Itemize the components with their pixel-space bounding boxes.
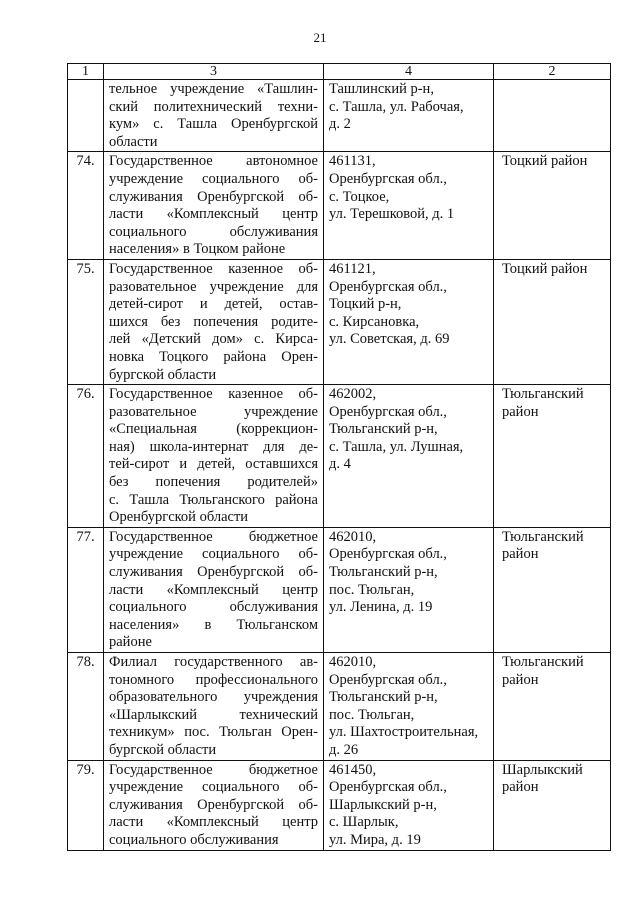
table-row xyxy=(68,385,611,528)
table-row xyxy=(68,760,611,850)
district-name-line: район xyxy=(502,546,539,563)
institution-address xyxy=(324,259,494,384)
institution-name-line: шихся без попечения родите- xyxy=(109,313,318,330)
institution-address-line: пос. Тюльган, xyxy=(329,706,415,723)
institution-address-line: пос. Тюльган, xyxy=(329,581,415,598)
district-name xyxy=(494,385,611,528)
district-name-line: Тюльганский xyxy=(502,386,584,403)
institution-address-line: с. Ташла, ул. Лушная, xyxy=(329,438,464,455)
institution-address-line: Тюльганский р-н, xyxy=(329,564,438,581)
institution-address-line: ул. Шахтостроительная, xyxy=(329,724,479,741)
institution-address-line: с. Тоцкое, xyxy=(329,188,390,205)
institution-name-line: кум» с. Ташла Оренбургской xyxy=(109,116,318,133)
district-name xyxy=(494,527,611,652)
institution-name-line: бургской области xyxy=(109,366,217,383)
institution-address xyxy=(324,527,494,652)
institution-name-line: учреждение социального об- xyxy=(109,779,318,796)
institution-name-line: ласти «Комплексный центр xyxy=(109,581,318,598)
institution-address-line: Тюльганский р-н, xyxy=(329,689,438,706)
institution-name-line: учреждение социального об- xyxy=(109,170,318,187)
institution-address-line: с. Ташла, ул. Рабочая, xyxy=(329,98,464,115)
row-number: 75. xyxy=(68,259,104,384)
institution-address-line: Оренбургская обл., xyxy=(329,546,447,563)
institution-name-line: тей-сирот и детей, оставшихся xyxy=(109,456,318,473)
header-cell-3: 3 xyxy=(104,64,324,80)
institution-address xyxy=(324,80,494,152)
institution-address-line: Оренбургская обл., xyxy=(329,671,447,688)
institution-address-line: 462002, xyxy=(329,386,377,403)
institution-name-line: ная) школа-интернат для де- xyxy=(109,438,318,455)
institution-name-line: Филиал государственного ав- xyxy=(109,654,318,670)
institution-name-line: ласти «Комплексный центр xyxy=(109,206,318,223)
institution-name xyxy=(104,527,324,652)
institution-address-line: 462010, xyxy=(329,654,377,670)
institution-name xyxy=(104,80,324,152)
institution-name-line: Государственное бюджетное xyxy=(109,528,318,545)
institution-name-line: разовательное учреждение для xyxy=(109,278,318,295)
table-row xyxy=(68,259,611,384)
institution-name-line: детей-сирот и детей, остав- xyxy=(109,296,318,313)
institution-name-line: образовательного учреждения xyxy=(109,689,318,706)
institution-address-line: 461131, xyxy=(329,153,376,170)
institution-address-line: 462010, xyxy=(329,528,377,545)
institution-name-line: без попечения родителей» xyxy=(109,474,318,491)
institution-name-line: населения» в Тюльганском xyxy=(109,616,318,633)
institution-address-line: Оренбургская обл., xyxy=(329,278,447,295)
row-number: 79. xyxy=(68,760,104,850)
institution-address-line: д. 4 xyxy=(329,456,351,473)
institution-name-line: населения» в Тоцком районе xyxy=(109,241,286,258)
institution-name-line: «Шарлыкский технический xyxy=(109,706,318,723)
institution-name xyxy=(104,152,324,260)
district-name-line: Тюльганский xyxy=(502,654,584,670)
institution-address-line: Оренбургская обл., xyxy=(329,403,447,420)
district-name xyxy=(494,653,611,761)
institution-name-line: Государственное автономное xyxy=(109,153,318,170)
district-name-line: Тоцкий район xyxy=(502,260,588,277)
institution-address xyxy=(324,385,494,528)
institution-address-line: д. 2 xyxy=(329,116,351,133)
institution-name xyxy=(104,385,324,528)
institution-name-line: учреждение социального об- xyxy=(109,546,318,563)
institution-name-line: с. Ташла Тюльганского района xyxy=(109,491,318,508)
row-number: 77. xyxy=(68,527,104,652)
row-number: 76. xyxy=(68,385,104,528)
institution-address xyxy=(324,152,494,260)
institution-address-line: ул. Терешковой, д. 1 xyxy=(329,206,455,223)
institution-name-line: Оренбургской области xyxy=(109,509,249,526)
district-name-line: район xyxy=(502,403,539,420)
table-row xyxy=(68,152,611,260)
institution-name-line: разовательное учреждение xyxy=(109,403,318,420)
institution-name-line: бургской области xyxy=(109,741,217,758)
institution-name-line: «Специальная (коррекцион- xyxy=(109,421,318,438)
district-name-line: Тюльганский xyxy=(502,528,584,545)
header-cell-1: 1 xyxy=(68,64,104,80)
header-cell-4: 4 xyxy=(324,64,494,80)
institution-name-line: тельное учреждение «Ташлин- xyxy=(109,81,318,97)
institution-address-line: Ташлинский р-н, xyxy=(329,81,434,97)
institution-name-line: социального обслуживания xyxy=(109,831,279,848)
institution-name-line: новка Тоцкого района Орен- xyxy=(109,348,318,365)
table-header-row xyxy=(68,64,611,80)
institution-name-line: лей «Детский дом» с. Кирса- xyxy=(109,331,318,348)
institution-name xyxy=(104,259,324,384)
institution-address-line: 461121, xyxy=(329,260,376,277)
district-name xyxy=(494,152,611,260)
institution-address-line: ул. Советская, д. 69 xyxy=(329,331,450,348)
district-name-line: Шарлыкский xyxy=(502,761,583,778)
institution-address-line: 461450, xyxy=(329,761,377,778)
institution-name-line: социального обслуживания xyxy=(109,223,318,240)
institution-name-line: Государственное казенное об- xyxy=(109,260,318,277)
header-cell-2: 2 xyxy=(494,64,611,80)
institution-address-line: д. 26 xyxy=(329,741,359,758)
institution-address-line: ул. Мира, д. 19 xyxy=(329,831,421,848)
page-number: 21 xyxy=(313,30,327,45)
institution-address-line: Оренбургская обл., xyxy=(329,779,447,796)
table-row xyxy=(68,653,611,761)
institution-address-line: Шарлыкский р-н, xyxy=(329,796,437,813)
district-name-line: район xyxy=(502,671,539,688)
institution-name-line: области xyxy=(109,133,158,150)
district-name xyxy=(494,80,611,152)
institution-name-line: Государственное казенное об- xyxy=(109,386,318,403)
institution-address-line: с. Шарлык, xyxy=(329,814,399,831)
institution-name-line: ласти «Комплексный центр xyxy=(109,814,318,831)
institution-name-line: техникум» пос. Тюльган Орен- xyxy=(109,724,318,741)
table-row xyxy=(68,80,611,152)
district-name-line: Тоцкий район xyxy=(502,153,588,170)
district-name xyxy=(494,760,611,850)
district-name-line: район xyxy=(502,779,539,796)
row-number: 74. xyxy=(68,152,104,260)
institution-name-line: тономного профессионального xyxy=(109,671,318,688)
institution-address-line: с. Кирсановка, xyxy=(329,313,420,330)
row-number xyxy=(68,80,104,152)
row-number: 78. xyxy=(68,653,104,761)
institution-address-line: ул. Ленина, д. 19 xyxy=(329,599,433,616)
institution-name-line: служивания Оренбургской об- xyxy=(109,564,318,581)
institution-address-line: Оренбургская обл., xyxy=(329,170,447,187)
institution-name-line: районе xyxy=(109,634,152,651)
institution-name-line: Государственное бюджетное xyxy=(109,761,318,778)
institution-address xyxy=(324,653,494,761)
institution-name xyxy=(104,653,324,761)
institution-name-line: социального обслуживания xyxy=(109,599,318,616)
institution-name-line: служивания Оренбургской об- xyxy=(109,796,318,813)
institution-name xyxy=(104,760,324,850)
institutions-table xyxy=(67,63,611,851)
institution-address xyxy=(324,760,494,850)
institution-name-line: служивания Оренбургской об- xyxy=(109,188,318,205)
district-name xyxy=(494,259,611,384)
institution-address-line: Тюльганский р-н, xyxy=(329,421,438,438)
institution-address-line: Тоцкий р-н, xyxy=(329,296,402,313)
institution-name-line: ский политехнический техни- xyxy=(109,98,318,115)
table-row xyxy=(68,527,611,652)
